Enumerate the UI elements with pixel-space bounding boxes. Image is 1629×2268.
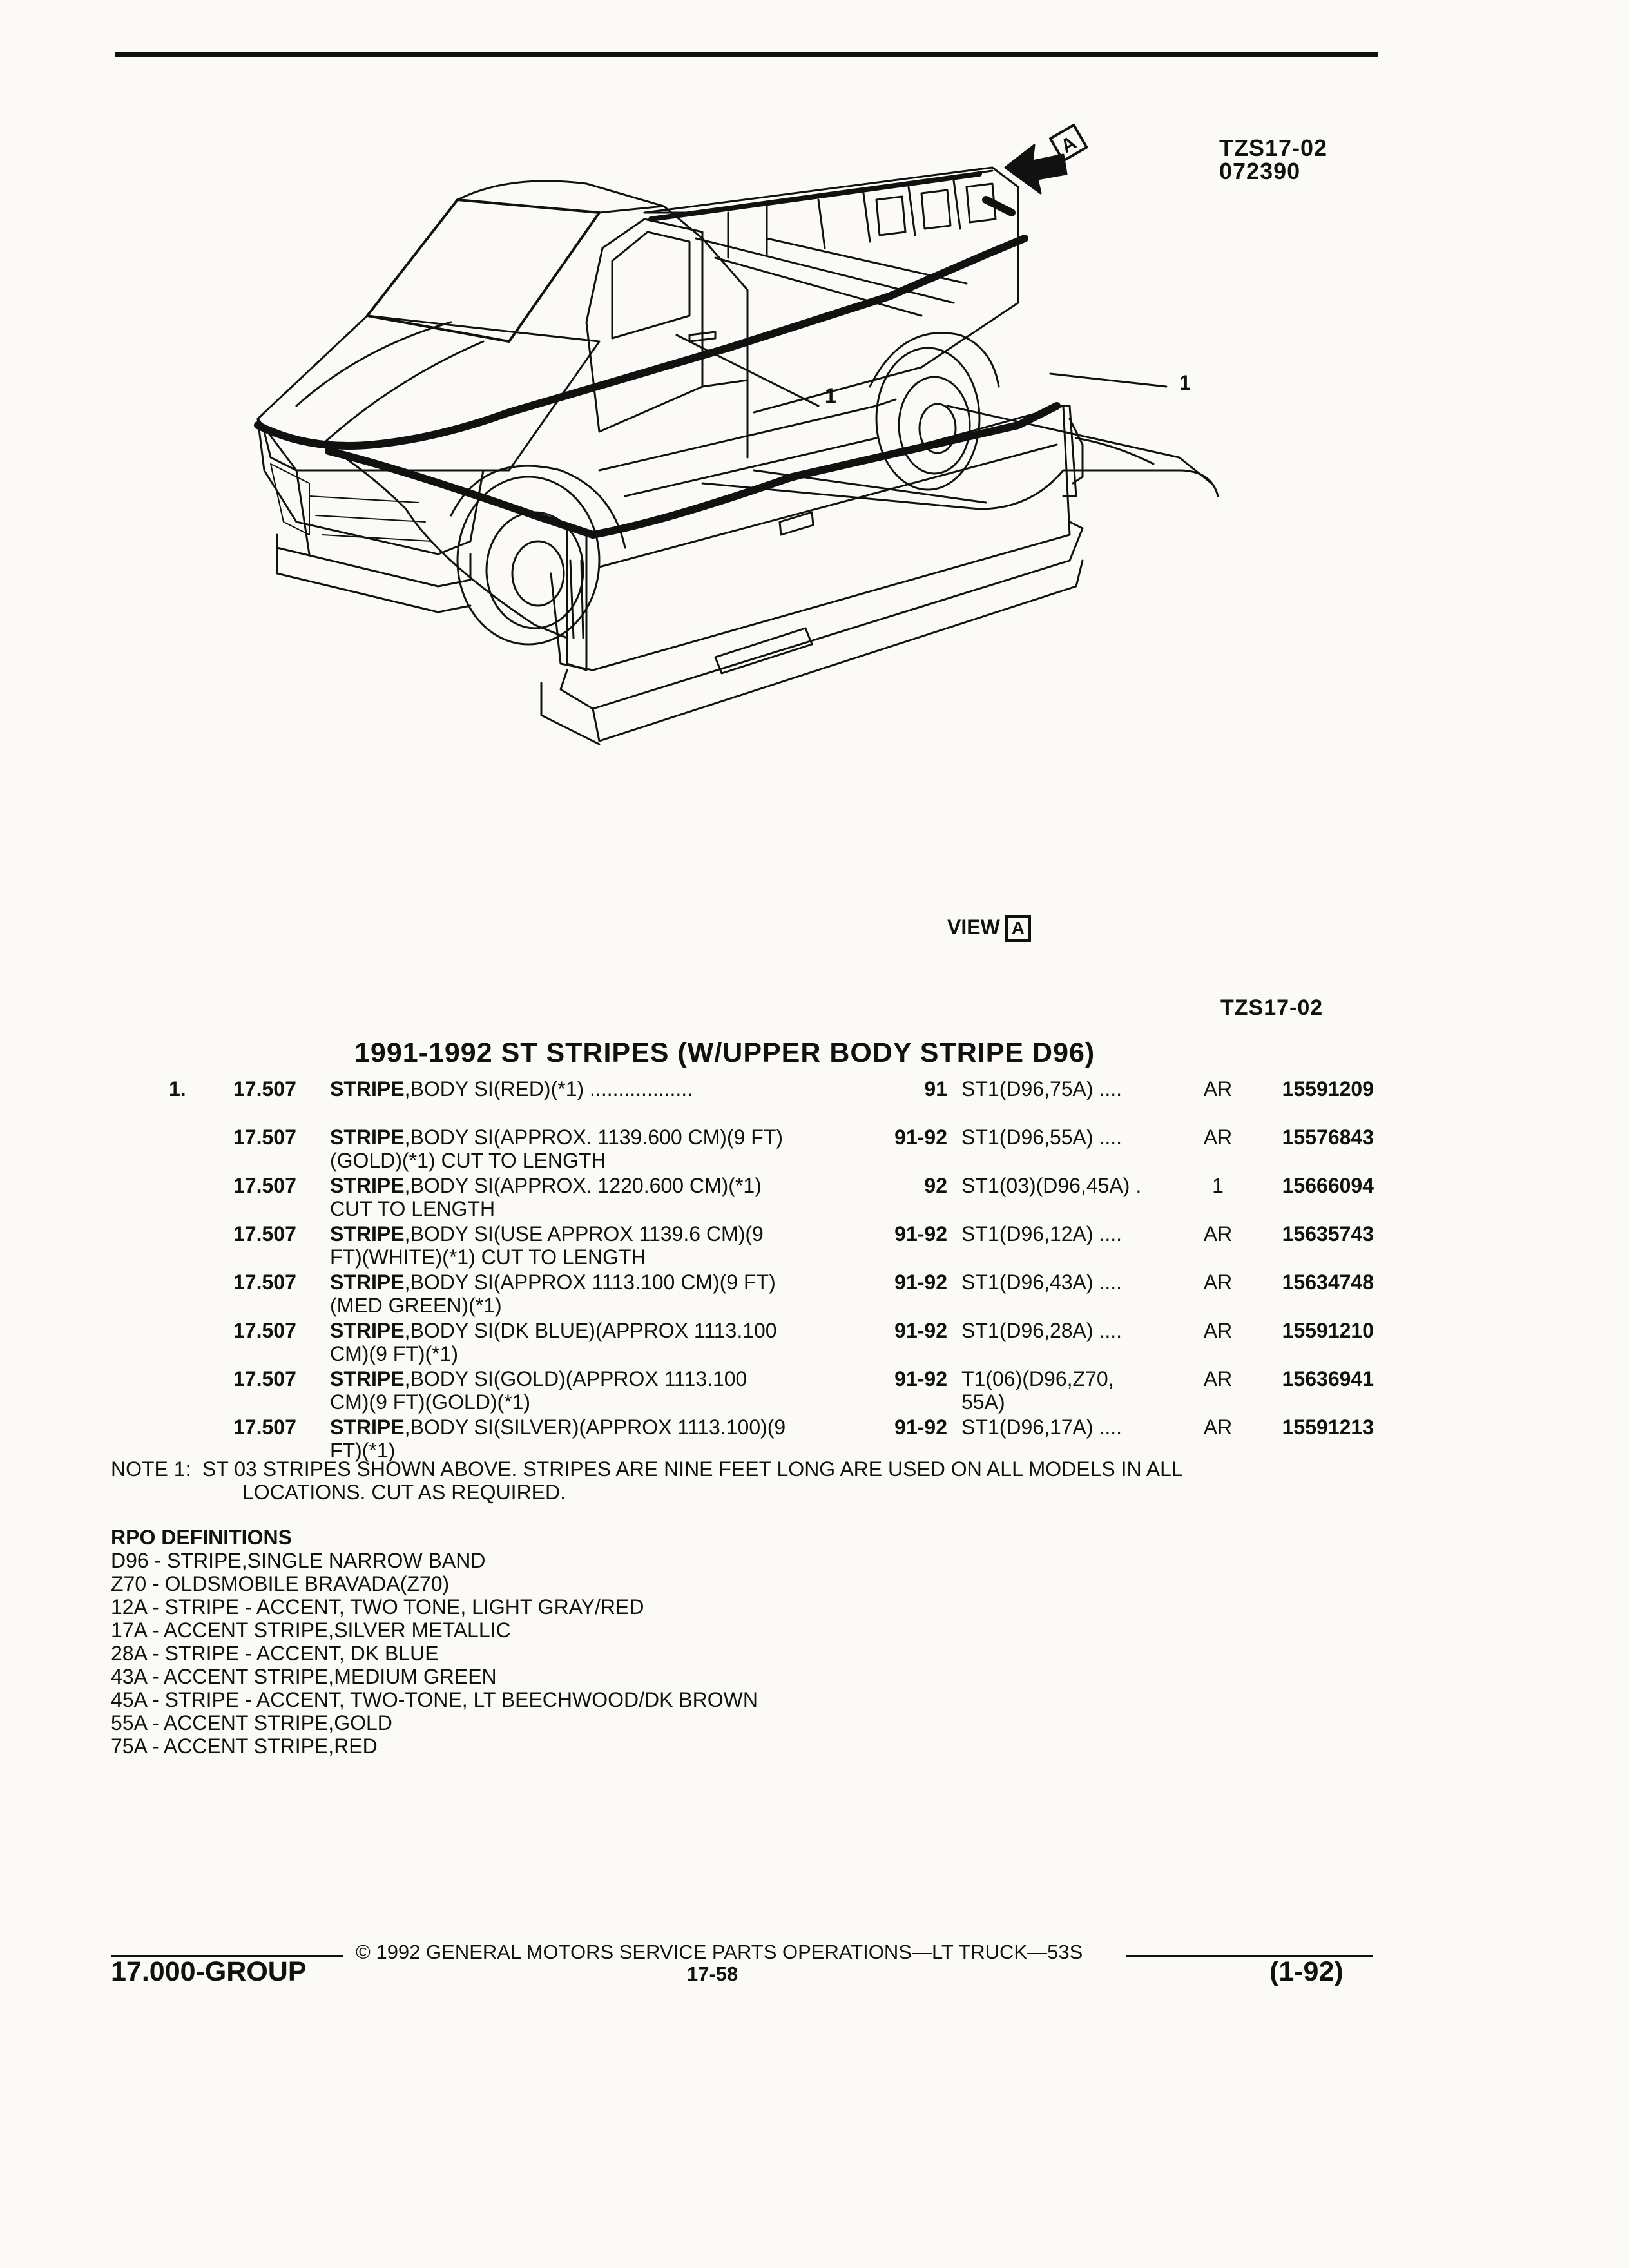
part-row	[0, 1319, 1629, 1367]
application-line-1: ST1(D96,12A) ....	[961, 1222, 1122, 1245]
illustration-code: 17.507	[233, 1126, 296, 1149]
part-row	[0, 1126, 1629, 1174]
application	[961, 1319, 1193, 1342]
illustration-code: 17.507	[233, 1077, 296, 1100]
quantity: AR	[1203, 1367, 1233, 1390]
part-desc-line-1: ,BODY SI(APPROX 1113.100 CM)(9 FT)	[404, 1271, 776, 1294]
truck-front-view	[258, 168, 1025, 644]
illustration-code: 17.507	[233, 1222, 296, 1245]
rpo-item: 17A - ACCENT STRIPE,SILVER METALLIC	[111, 1619, 511, 1642]
illustration-code: 17.507	[233, 1367, 296, 1390]
section-title: 1991-1992 ST STRIPES (W/UPPER BODY STRIPE D96)	[354, 1037, 1095, 1068]
application-line-1: ST1(D96,43A) ....	[961, 1271, 1122, 1294]
application	[961, 1222, 1193, 1245]
view-arrow-icon	[1005, 125, 1086, 193]
illustration-code: 17.507	[233, 1174, 296, 1197]
application-line-1: T1(06)(D96,Z70,	[961, 1367, 1114, 1390]
quantity: AR	[1203, 1222, 1233, 1245]
model-year: 92	[924, 1174, 947, 1197]
part-name: STRIPE	[330, 1319, 405, 1342]
part-name: STRIPE	[330, 1174, 405, 1197]
part-description	[330, 1077, 871, 1100]
footer-group: 17.000-GROUP	[111, 1956, 307, 1987]
model-year: 91-92	[894, 1222, 947, 1245]
part-name: STRIPE	[330, 1126, 405, 1149]
truck-stripe-illustration	[148, 110, 1373, 921]
part-description	[330, 1319, 871, 1365]
part-desc-line-1: ,BODY SI(RED)(*1) ..................	[404, 1077, 693, 1100]
application	[961, 1367, 1193, 1414]
model-year: 91	[924, 1077, 947, 1100]
part-description	[330, 1174, 871, 1220]
svg-text:A: A	[1057, 131, 1081, 158]
note-line-2: LOCATIONS. CUT AS REQUIRED.	[242, 1481, 566, 1504]
part-row	[0, 1416, 1629, 1464]
callout-front: 1	[825, 384, 836, 407]
note	[111, 1457, 1400, 1504]
quantity: 1	[1212, 1174, 1224, 1197]
part-row	[0, 1271, 1629, 1319]
illustration-code: 17.507	[233, 1319, 296, 1342]
rpo-definitions	[111, 1526, 758, 1758]
part-desc-line-1: ,BODY SI(APPROX. 1220.600 CM)(*1)	[404, 1174, 762, 1197]
ref-code: TZS17-02	[1219, 135, 1328, 161]
part-description	[330, 1416, 871, 1462]
part-number: 15591210	[1282, 1319, 1374, 1342]
model-year: 91-92	[894, 1126, 947, 1149]
part-row	[0, 1174, 1629, 1222]
part-row	[0, 1222, 1629, 1271]
part-row	[0, 1367, 1629, 1416]
quantity: AR	[1203, 1271, 1233, 1294]
part-name: STRIPE	[330, 1271, 405, 1294]
illustration-code: 17.507	[233, 1271, 296, 1294]
quantity: AR	[1203, 1126, 1233, 1149]
model-year: 91-92	[894, 1319, 947, 1342]
part-desc-line-1: ,BODY SI(APPROX. 1139.600 CM)(9 FT)	[404, 1126, 784, 1149]
footer-revision: (1-92)	[1269, 1956, 1344, 1987]
footer-page-number: 17-58	[687, 1963, 738, 1985]
view-label-box: A	[1005, 915, 1031, 942]
part-number: 15591209	[1282, 1077, 1374, 1100]
part-desc-line-2: FT)(WHITE)(*1) CUT TO LENGTH	[330, 1245, 646, 1269]
part-desc-line-1: ,BODY SI(GOLD)(APPROX 1113.100	[404, 1367, 747, 1390]
application	[961, 1271, 1193, 1294]
quantity: AR	[1203, 1416, 1233, 1439]
part-desc-line-2: FT)(*1)	[330, 1439, 396, 1462]
ref-date: 072390	[1219, 158, 1301, 184]
part-desc-line-1: ,BODY SI(USE APPROX 1139.6 CM)(9	[404, 1222, 764, 1245]
parts-list	[0, 1077, 1629, 1464]
part-desc-line-2: CM)(9 FT)(GOLD)(*1)	[330, 1390, 531, 1414]
rpo-item: 12A - STRIPE - ACCENT, TWO TONE, LIGHT GRAY/RED	[111, 1595, 644, 1619]
quantity: AR	[1203, 1319, 1233, 1342]
part-description	[330, 1367, 871, 1414]
application	[961, 1077, 1193, 1100]
application	[961, 1416, 1193, 1439]
model-year: 91-92	[894, 1416, 947, 1439]
part-number: 15591213	[1282, 1416, 1374, 1439]
footer-copyright: © 1992 GENERAL MOTORS SERVICE PARTS OPERATIONS—LT TRUCK—53S	[356, 1941, 1083, 1963]
part-desc-line-2: (GOLD)(*1) CUT TO LENGTH	[330, 1149, 606, 1172]
part-number: 15666094	[1282, 1174, 1374, 1197]
application	[961, 1126, 1193, 1149]
application-line-1: ST1(D96,75A) ....	[961, 1077, 1122, 1100]
part-number: 15634748	[1282, 1271, 1374, 1294]
rpo-item: 55A - ACCENT STRIPE,GOLD	[111, 1711, 392, 1735]
part-number: 15636941	[1282, 1367, 1374, 1390]
application-line-1: ST1(D96,17A) ....	[961, 1416, 1122, 1439]
part-desc-line-2: (MED GREEN)(*1)	[330, 1294, 502, 1317]
top-rule	[115, 52, 1378, 57]
view-a-label	[947, 915, 1031, 942]
application-line-2: 55A)	[961, 1390, 1005, 1414]
application	[961, 1174, 1193, 1197]
section-ref-code: TZS17-02	[1220, 995, 1324, 1020]
part-desc-line-1: ,BODY SI(DK BLUE)(APPROX 1113.100	[404, 1319, 777, 1342]
part-row	[0, 1077, 1629, 1126]
rpo-item: D96 - STRIPE,SINGLE NARROW BAND	[111, 1549, 486, 1572]
application-line-1: ST1(03)(D96,45A) .	[961, 1174, 1142, 1197]
part-desc-line-1: ,BODY SI(SILVER)(APPROX 1113.100)(9	[404, 1416, 786, 1439]
rpo-heading: RPO DEFINITIONS	[111, 1526, 292, 1549]
part-description	[330, 1222, 871, 1269]
callout-rear: 1	[1179, 371, 1191, 394]
rpo-item: 45A - STRIPE - ACCENT, TWO-TONE, LT BEECHWOOD/DK BROWN	[111, 1688, 758, 1711]
part-name: STRIPE	[330, 1416, 405, 1439]
part-desc-line-2: CUT TO LENGTH	[330, 1197, 496, 1220]
view-label-text: VIEW	[947, 916, 1000, 939]
rpo-item: 75A - ACCENT STRIPE,RED	[111, 1735, 378, 1758]
part-number: 15576843	[1282, 1126, 1374, 1149]
model-year: 91-92	[894, 1271, 947, 1294]
part-description	[330, 1126, 871, 1172]
part-description	[330, 1271, 871, 1317]
application-line-1: ST1(D96,28A) ....	[961, 1319, 1122, 1342]
part-number: 15635743	[1282, 1222, 1374, 1245]
part-name: STRIPE	[330, 1077, 405, 1100]
part-name: STRIPE	[330, 1367, 405, 1390]
rpo-item: 28A - STRIPE - ACCENT, DK BLUE	[111, 1642, 439, 1665]
note-line-1: ST 03 STRIPES SHOWN ABOVE. STRIPES ARE NINE FEET LONG ARE USED ON ALL MODELS IN ALL	[202, 1457, 1183, 1481]
item-number: 1.	[169, 1077, 186, 1100]
note-label: NOTE 1:	[111, 1457, 191, 1481]
part-name: STRIPE	[330, 1222, 405, 1245]
part-desc-line-2: CM)(9 FT)(*1)	[330, 1342, 459, 1365]
illustration-code: 17.507	[233, 1416, 296, 1439]
quantity: AR	[1203, 1077, 1233, 1100]
application-line-1: ST1(D96,55A) ....	[961, 1126, 1122, 1149]
rpo-item: 43A - ACCENT STRIPE,MEDIUM GREEN	[111, 1665, 497, 1688]
rpo-item: Z70 - OLDSMOBILE BRAVADA(Z70)	[111, 1572, 450, 1595]
model-year: 91-92	[894, 1367, 947, 1390]
